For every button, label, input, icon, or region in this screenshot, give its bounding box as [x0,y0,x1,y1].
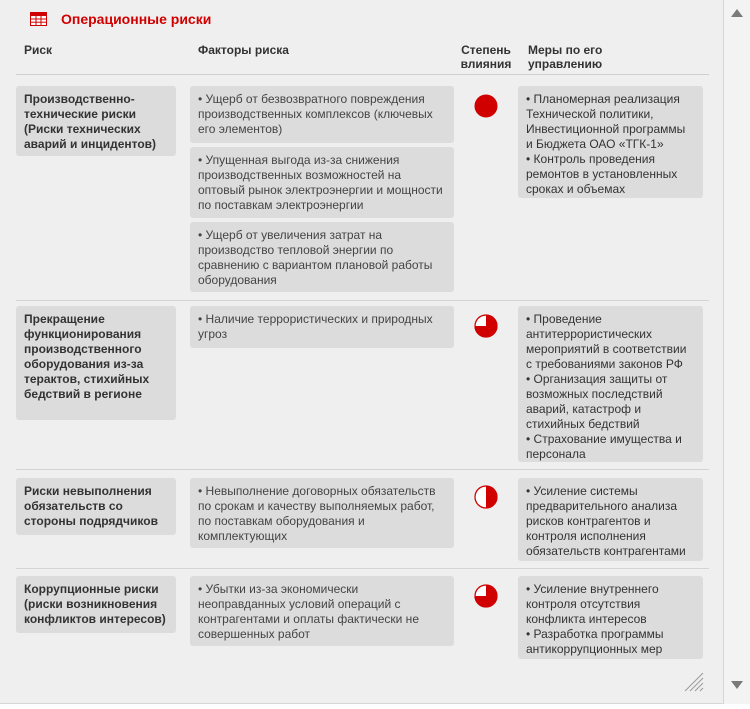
factor-cell: • Ущерб от увеличения затрат на производство тепловой энергии по сравнению с вариантом плановой работы оборудования [190,222,454,292]
impact-indicator [474,485,498,509]
table-icon [30,12,47,26]
scroll-up-arrow-icon[interactable] [730,8,744,18]
risk-cell: Риски невыполнения обязательств со стороны подрядчиков [16,478,176,535]
factor-cell: • Убытки из-за экономически неоправданных условий операций с контрагентами и оплаты фактически не совершенных работ [190,576,454,646]
measure-cell: • Усиление системы предварительного анализа рисков контрагентов и контроля исполнения обязательств контрагентами [518,478,703,561]
measure-cell: • Проведение антитеррористических мероприятий в соответствии с требованиями законов РФ • Организация защиты от возможных последствий аварий, катастроф и стихийных бедствий • Страхование имущества и персонала [518,306,703,462]
factor-cell: • Наличие террористических и природных угроз [190,306,454,348]
title-bar [30,9,211,29]
impact-indicator [474,314,498,338]
col-header-measures: Меры по его управлению [528,43,603,71]
measure-cell: • Планомерная реализация Технической политики, Инвестиционной программы и Бюджета ОАО «ТГК-1» • Контроль проведения ремонтов в установленных сроках и объемах [518,86,703,198]
risk-cell: Коррупционные риски (риски возникновения конфликтов интересов) [16,576,176,633]
scrollbar-track[interactable] [724,0,750,704]
vertical-scrollbar[interactable] [724,0,750,704]
header-divider [16,74,709,75]
factor-cell: • Ущерб от безвозвратного повреждения производственных комплексов (ключевых его элементов) [190,86,454,143]
impact-indicator-fill [486,486,497,508]
row-divider [16,568,709,569]
resize-grip-icon[interactable] [682,670,704,692]
col-header-risk: Риск [24,43,53,57]
risk-cell: Производственно-технические риски (Риски технических аварий и инцидентов) [16,86,176,156]
row-divider [16,300,709,301]
impact-indicator [474,94,498,118]
factor-cell: • Упущенная выгода из-за снижения производственных возможностей на оптовый рынок электроэнергии и мощности по поставкам электроэнергии [190,147,454,218]
impact-indicator-fill [475,95,497,117]
scroll-down-arrow-icon[interactable] [730,680,744,690]
panel-title: Операционные риски [61,11,212,27]
impact-indicator [474,584,498,608]
row-divider [16,469,709,470]
col-header-impact: Степень влияния [460,43,512,71]
risk-cell: Прекращение функционирования производственного оборудования из-за терактов, стихийных бедствий в регионе [16,306,176,420]
measure-cell: • Усиление внутреннего контроля отсутствия конфликта интересов • Разработка программы антикоррупционных мер [518,576,703,659]
factor-cell: • Невыполнение договорных обязательств по срокам и качеству выполняемых работ, по поставкам оборудования и комплектующих [190,478,454,548]
col-header-factors: Факторы риска [198,43,289,57]
